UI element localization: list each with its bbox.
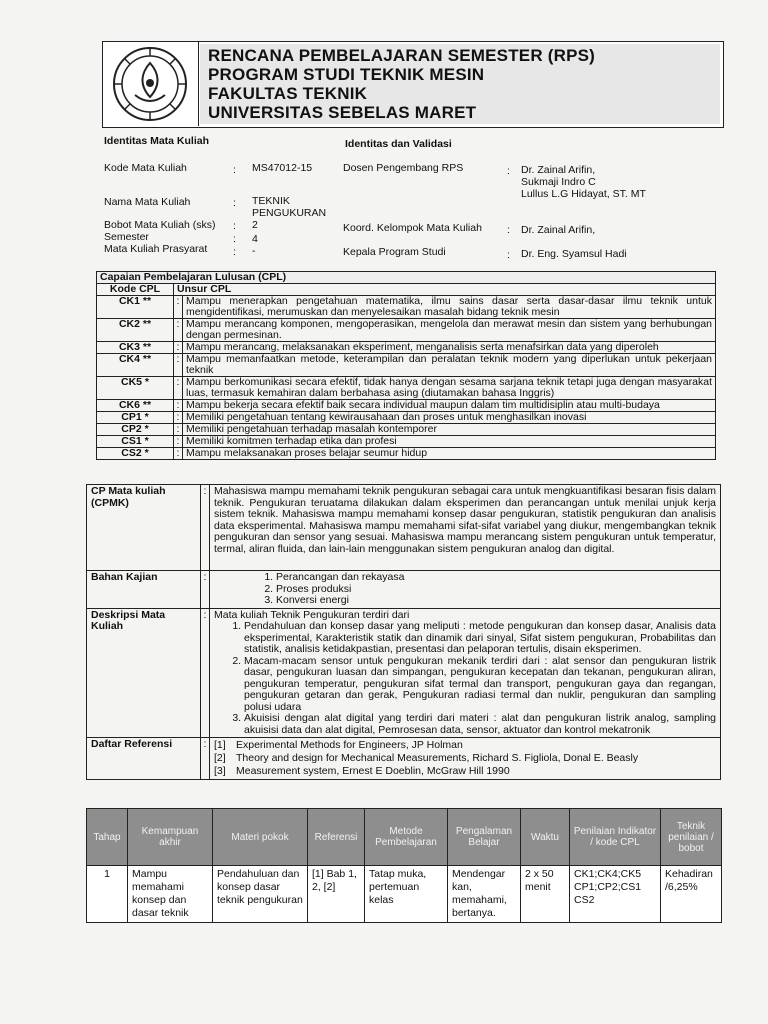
deskripsi-list [214,621,716,736]
title-box [200,44,720,124]
koord-value: Dr. Zainal Arifin, [521,224,596,236]
colon: : [174,342,183,354]
colon: : [201,571,210,609]
cpl-row [97,319,716,342]
schedule-header-cell: Metode Pembelajaran [365,809,448,866]
colon: : [233,246,236,258]
colon: : [507,249,510,261]
kode-value: MS47012-15 [252,162,313,174]
bahan-kajian-item: 3. Konversi energi [276,595,716,607]
colon: : [201,608,210,738]
schedule-header-cell: Referensi [308,809,365,866]
bahan-kajian-item: 1. Perancangan dan rekayasa [276,572,716,584]
cpmk-table [86,484,721,780]
bahan-kajian-label: Bahan Kajian [87,571,201,609]
cpl-row [97,342,716,354]
koord-label: Koord. Kelompok Mata Kuliah [343,222,482,234]
schedule-cell: Mampu memahami konsep dan dasar teknik [128,866,213,923]
colon: : [174,448,183,460]
prasyarat-label: Mata Kuliah Prasyarat [104,243,208,255]
cpl-text: Mampu merancang komponen, mengoperasikan, mengelola dan merawat mesin dan sistem yang berhubungan dengan permesinan. [183,319,716,342]
referensi-number: [3] [214,765,226,777]
colon: : [174,424,183,436]
cpl-row [97,436,716,448]
cpl-code: CK4 ** [97,354,174,377]
schedule-cell: [1] Bab 1, 2, [2] [308,866,365,923]
bobot-label: Bobot Mata Kuliah (sks) [104,219,216,231]
deskripsi-item: 2. Macam-macam sensor untuk pengukuran mekanik terdiri dari : alat sensor dan pengukuran listrik dasar, pengukuran luasan dan simpangan, pengukuran kecepatan dan tekanan, pengukuran aliran, pengukuran temperatur, pengukuran sifat termal dan transport, pengukuran gaya dan regangan, pengukuran getaran dan gerak, Pengukuran radiasi termal dan nuklir, pengukuran dan sampling polusi udara [244,656,716,714]
semester-value: 4 [252,233,258,245]
kode-label: Kode Mata Kuliah [104,162,187,174]
cpl-row [97,354,716,377]
colon: : [507,224,510,236]
cpl-row [97,377,716,400]
cpl-unsur-header: Unsur CPL [174,284,716,296]
schedule-header-row [87,809,722,866]
cpl-table [96,271,716,460]
bahan-kajian-item: 2. Proses produksi [276,584,716,596]
cpl-code-header: Kode CPL [97,284,174,296]
cpl-text: Memiliki pengetahuan tentang kewirausahaan dan proses untuk menghasilkan inovasi [183,412,716,424]
referensi-text: Measurement system, Ernest E Doeblin, McGraw Hill 1990 [236,765,510,777]
deskripsi-label: Deskripsi Mata Kuliah [87,608,201,738]
cpl-code: CP2 * [97,424,174,436]
schedule-cell: Pendahuluan dan konsep dasar teknik pengukuran [213,866,308,923]
colon: : [174,400,183,412]
cpl-text: Memiliki komitmen terhadap etika dan profesi [183,436,716,448]
identity-left-title: Identitas Mata Kuliah [104,135,210,147]
cpl-title: Capaian Pembelajaran Lulusan (CPL) [97,272,716,284]
schedule-cell: 2 x 50 menit [521,866,570,923]
logo-box [102,41,199,126]
bahan-kajian-list [214,572,716,607]
schedule-table [86,808,722,923]
cpl-code: CS2 * [97,448,174,460]
cpmk-label: CP Mata kuliah (CPMK) [87,485,201,571]
cpl-text: Mampu menerapkan pengetahuan matematika, ilmu sains dasar serta dasar-dasar ilmu teknik untuk mengidentifikasi, merumuskan dan menyelesaikan masalah bidang teknik mesin [183,296,716,319]
referensi-list [210,738,721,780]
cpl-row [97,424,716,436]
colon: : [507,165,510,177]
semester-label: Semester [104,231,149,243]
cpl-code: CS1 * [97,436,174,448]
schedule-header-cell: Materi pokok [213,809,308,866]
nama-label: Nama Mata Kuliah [104,196,191,208]
university-seal-logo [111,45,189,123]
bobot-value: 2 [252,219,258,231]
colon: : [174,436,183,448]
colon: : [174,296,183,319]
referensi-label: Daftar Referensi [87,738,201,780]
nama-value-2: PENGUKURAN [252,207,327,219]
colon: : [233,164,236,176]
schedule-cell: Mendengar kan, memahami, bertanya. [448,866,521,923]
cpl-row [97,448,716,460]
dosen-name-2: Sukmaji Indro C [521,176,596,188]
colon: : [233,220,236,232]
dosen-name-1: Dr. Zainal Arifin, [521,164,596,176]
referensi-item [214,739,716,752]
kaprodi-label: Kepala Program Studi [343,246,446,258]
schedule-row [87,866,722,923]
cpl-code: CK5 * [97,377,174,400]
dosen-name-3: Lullus L.G Hidayat, ST. MT [521,188,646,200]
schedule-header-cell: Teknik penilaian / bobot [661,809,722,866]
cpl-text: Mampu bekerja secara efektif baik secara individual maupun dalam tim multidisiplin atau multi-budaya [183,400,716,412]
cpl-text: Mampu merancang, melaksanakan eksperiment, menganalisis serta menafsirkan data yang diperoleh [183,342,716,354]
bahan-kajian-list-cell [210,571,721,609]
cpl-row [97,296,716,319]
cpl-code: CK6 ** [97,400,174,412]
cpl-code: CK2 ** [97,319,174,342]
colon: : [174,319,183,342]
cpl-text: Mampu berkomunikasi secara efektif, tidak hanya dengan sesama sarjana teknik tetapi juga dengan masyarakat luas, termasuk kemahiran dalam berbahasa asing (diutamakan bahasa Inggris) [183,377,716,400]
schedule-header-cell: Penilaian Indikator / kode CPL [570,809,661,866]
schedule-cell: CK1;CK4;CK5 CP1;CP2;CS1 CS2 [570,866,661,923]
schedule-header-cell: Waktu [521,809,570,866]
colon: : [233,197,236,209]
program-title: PROGRAM STUDI TEKNIK MESIN [208,65,485,84]
schedule-header-cell: Tahap [87,809,128,866]
schedule-cell: 1 [87,866,128,923]
colon: : [174,377,183,400]
dosen-label: Dosen Pengembang RPS [343,162,464,174]
cpl-text: Memiliki pengetahuan terhadap masalah kontemporer [183,424,716,436]
cpmk-text: Mahasiswa mampu memahami teknik pengukuran sebagai cara untuk mengkuantifikasi besaran fisis dalam teknik. Pengukuran teruatama dilakukan dalam eksperimen dan perancangan untuk menilai unjuk kerja sistem teknik. Mahasiswa mampu memahami konsep dasar pengukuran, statistik pengukuran dan analisis data eksperimental. Mahasiswa mampu memahami sifat-sifat variabel yang diukur, mengembangkan teknik pengukuran dan sensor yang sesuai. Mahasiswa mampu merancang sistem pengukuran untuk temperatur, termal, aliran fluida, dan lain-lain menggunakan sistem pengukuran analog dan digital. [210,485,721,571]
kaprodi-value: Dr. Eng. Syamsul Hadi [521,248,627,260]
faculty-title: FAKULTAS TEKNIK [208,84,368,103]
colon: : [174,412,183,424]
colon: : [233,233,236,245]
cpl-row [97,400,716,412]
referensi-item [214,752,716,765]
deskripsi-intro: Mata kuliah Teknik Pengukuran terdiri dari [214,608,410,621]
cpl-text: Mampu melaksanakan proses belajar seumur hidup [183,448,716,460]
schedule-header-cell: Kemampuan akhir [128,809,213,866]
referensi-text: Theory and design for Mechanical Measurements, Richard S. Figliola, Donal E. Beasly [236,752,639,764]
cpl-text: Mampu memanfaatkan metode, keterampilan dan peralatan teknik modern yang diperlukan untuk pekerjaan teknik [183,354,716,377]
cpl-code: CK1 ** [97,296,174,319]
cpl-code: CP1 * [97,412,174,424]
university-title: UNIVERSITAS SEBELAS MARET [208,103,477,122]
schedule-cell: Tatap muka, pertemuan kelas [365,866,448,923]
cpl-row [97,412,716,424]
deskripsi-item: 3. Akuisisi dengan alat digital yang terdiri dari materi : alat dan pengukuran listrik analog, sampling akuisisi data dan alat digital, Pemrosesan data, sensor, aktuator dan kontrol mekatronik [244,713,716,736]
doc-title: RENCANA PEMBELAJARAN SEMESTER (RPS) [208,46,596,65]
colon: : [174,354,183,377]
deskripsi-item: 1. Pendahuluan dan konsep dasar yang meliputi : metode pengukuran dan konsep dasar, Analisis data eksperimental, Karakteristik statik dan dinamik dari sinyal, Sifat sistem pengukuran, Probabilitas dan statistik, analisis ketidakpastian, presentasi dan pelaporan tertulis, disain eksperimen. [244,621,716,656]
schedule-header-cell: Pengalaman Belajar [448,809,521,866]
nama-value: TEKNIK [252,195,290,207]
prasyarat-value: - [252,245,256,257]
deskripsi-cell [210,608,721,738]
referensi-number: [2] [214,752,226,764]
referensi-number: [1] [214,739,226,751]
schedule-cell: Kehadiran /6,25% [661,866,722,923]
cpl-code: CK3 ** [97,342,174,354]
referensi-item [214,765,716,778]
identity-right-title: Identitas dan Validasi [345,138,452,150]
referensi-text: Experimental Methods for Engineers, JP Holman [236,739,463,751]
colon: : [201,738,210,780]
colon: : [201,485,210,571]
